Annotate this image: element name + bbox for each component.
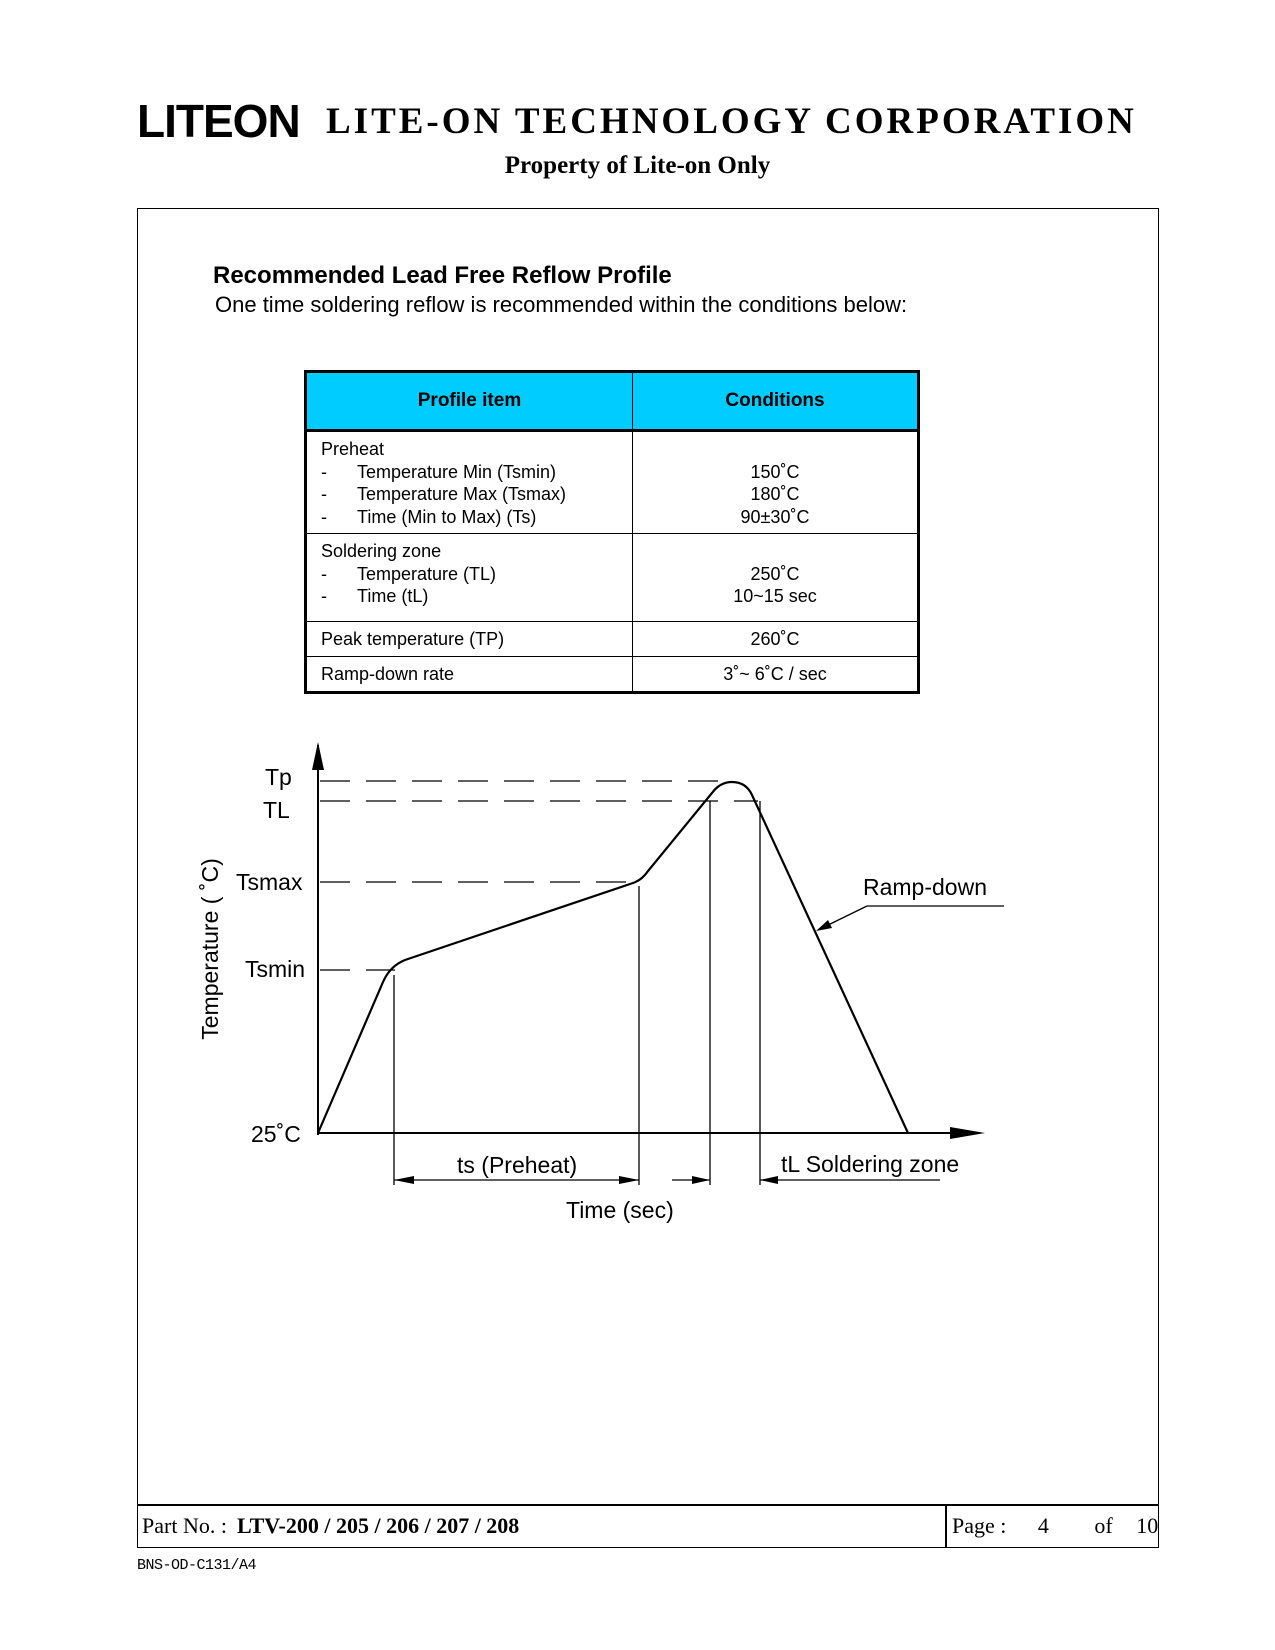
soldering-label: Soldering zone	[321, 541, 442, 561]
tl-arrow-left	[692, 1176, 710, 1184]
part-number: Part No. : LTV-200 / 205 / 206 / 207 / 208	[142, 1513, 520, 1538]
footer-divider	[137, 1504, 1159, 1506]
company-name: LITE-ON TECHNOLOGY CORPORATION	[326, 101, 1137, 142]
section-subtitle: One time soldering reflow is recommended within the conditions below:	[215, 292, 908, 317]
tl-arrow-right	[760, 1176, 778, 1184]
y-axis-label: Temperature ( ˚C)	[197, 858, 223, 1040]
list-item: - Time (tL)	[321, 586, 429, 606]
x-axis-arrow	[950, 1127, 985, 1139]
start-temp-label: 25˚C	[251, 1121, 301, 1147]
tsmax-label: Tsmax	[236, 869, 303, 895]
header-conditions: Conditions	[633, 372, 919, 431]
page-indicator: Page : 4 of 10	[952, 1513, 1159, 1538]
x-axis-label: Time (sec)	[566, 1197, 674, 1223]
rampdown-arrow	[816, 920, 832, 931]
rampdown-label: Ramp-down	[863, 874, 987, 900]
logo-text: LITEON	[137, 95, 300, 147]
preheat-label: Preheat	[321, 439, 385, 459]
tsmin-label: Tsmin	[245, 956, 306, 982]
tl-value: 250˚C	[750, 563, 800, 584]
header-profile-item: Profile item	[306, 372, 633, 431]
reflow-curve	[318, 782, 908, 1133]
footer-column-divider	[945, 1504, 947, 1548]
ts-arrow-left	[394, 1176, 414, 1184]
list-item: - Temperature Max (Tsmax)	[321, 484, 567, 504]
ts-value: 90±30˚C	[740, 506, 810, 527]
peak-value: 260˚C	[633, 622, 919, 657]
tl-soldering-label: tL Soldering zone	[781, 1151, 960, 1177]
list-item: - Temperature (TL)	[321, 563, 497, 584]
tsmax-value: 180˚C	[750, 484, 800, 504]
list-item: - Temperature Min (Tsmin)	[321, 461, 557, 482]
section-title: Recommended Lead Free Reflow Profile	[213, 262, 672, 289]
list-item: - Time (Min to Max) (Ts)	[321, 506, 537, 527]
ts-arrow-right	[619, 1176, 639, 1184]
document-code: BNS-OD-C131/A4	[137, 1557, 257, 1574]
property-notice: Property of Lite-on Only	[504, 152, 771, 179]
tl-time-value: 10~15 sec	[733, 586, 817, 606]
tp-label: Tp	[265, 764, 292, 790]
y-axis-arrow	[312, 742, 324, 770]
peak-label: Peak temperature (TP)	[306, 622, 633, 657]
ts-preheat-label: ts (Preheat)	[457, 1152, 578, 1178]
rampdown-value: 3˚~ 6˚C / sec	[723, 664, 827, 684]
rampdown-label: Ramp-down rate	[306, 657, 633, 693]
tsmin-value: 150˚C	[750, 461, 800, 482]
tl-label: TL	[263, 797, 290, 823]
